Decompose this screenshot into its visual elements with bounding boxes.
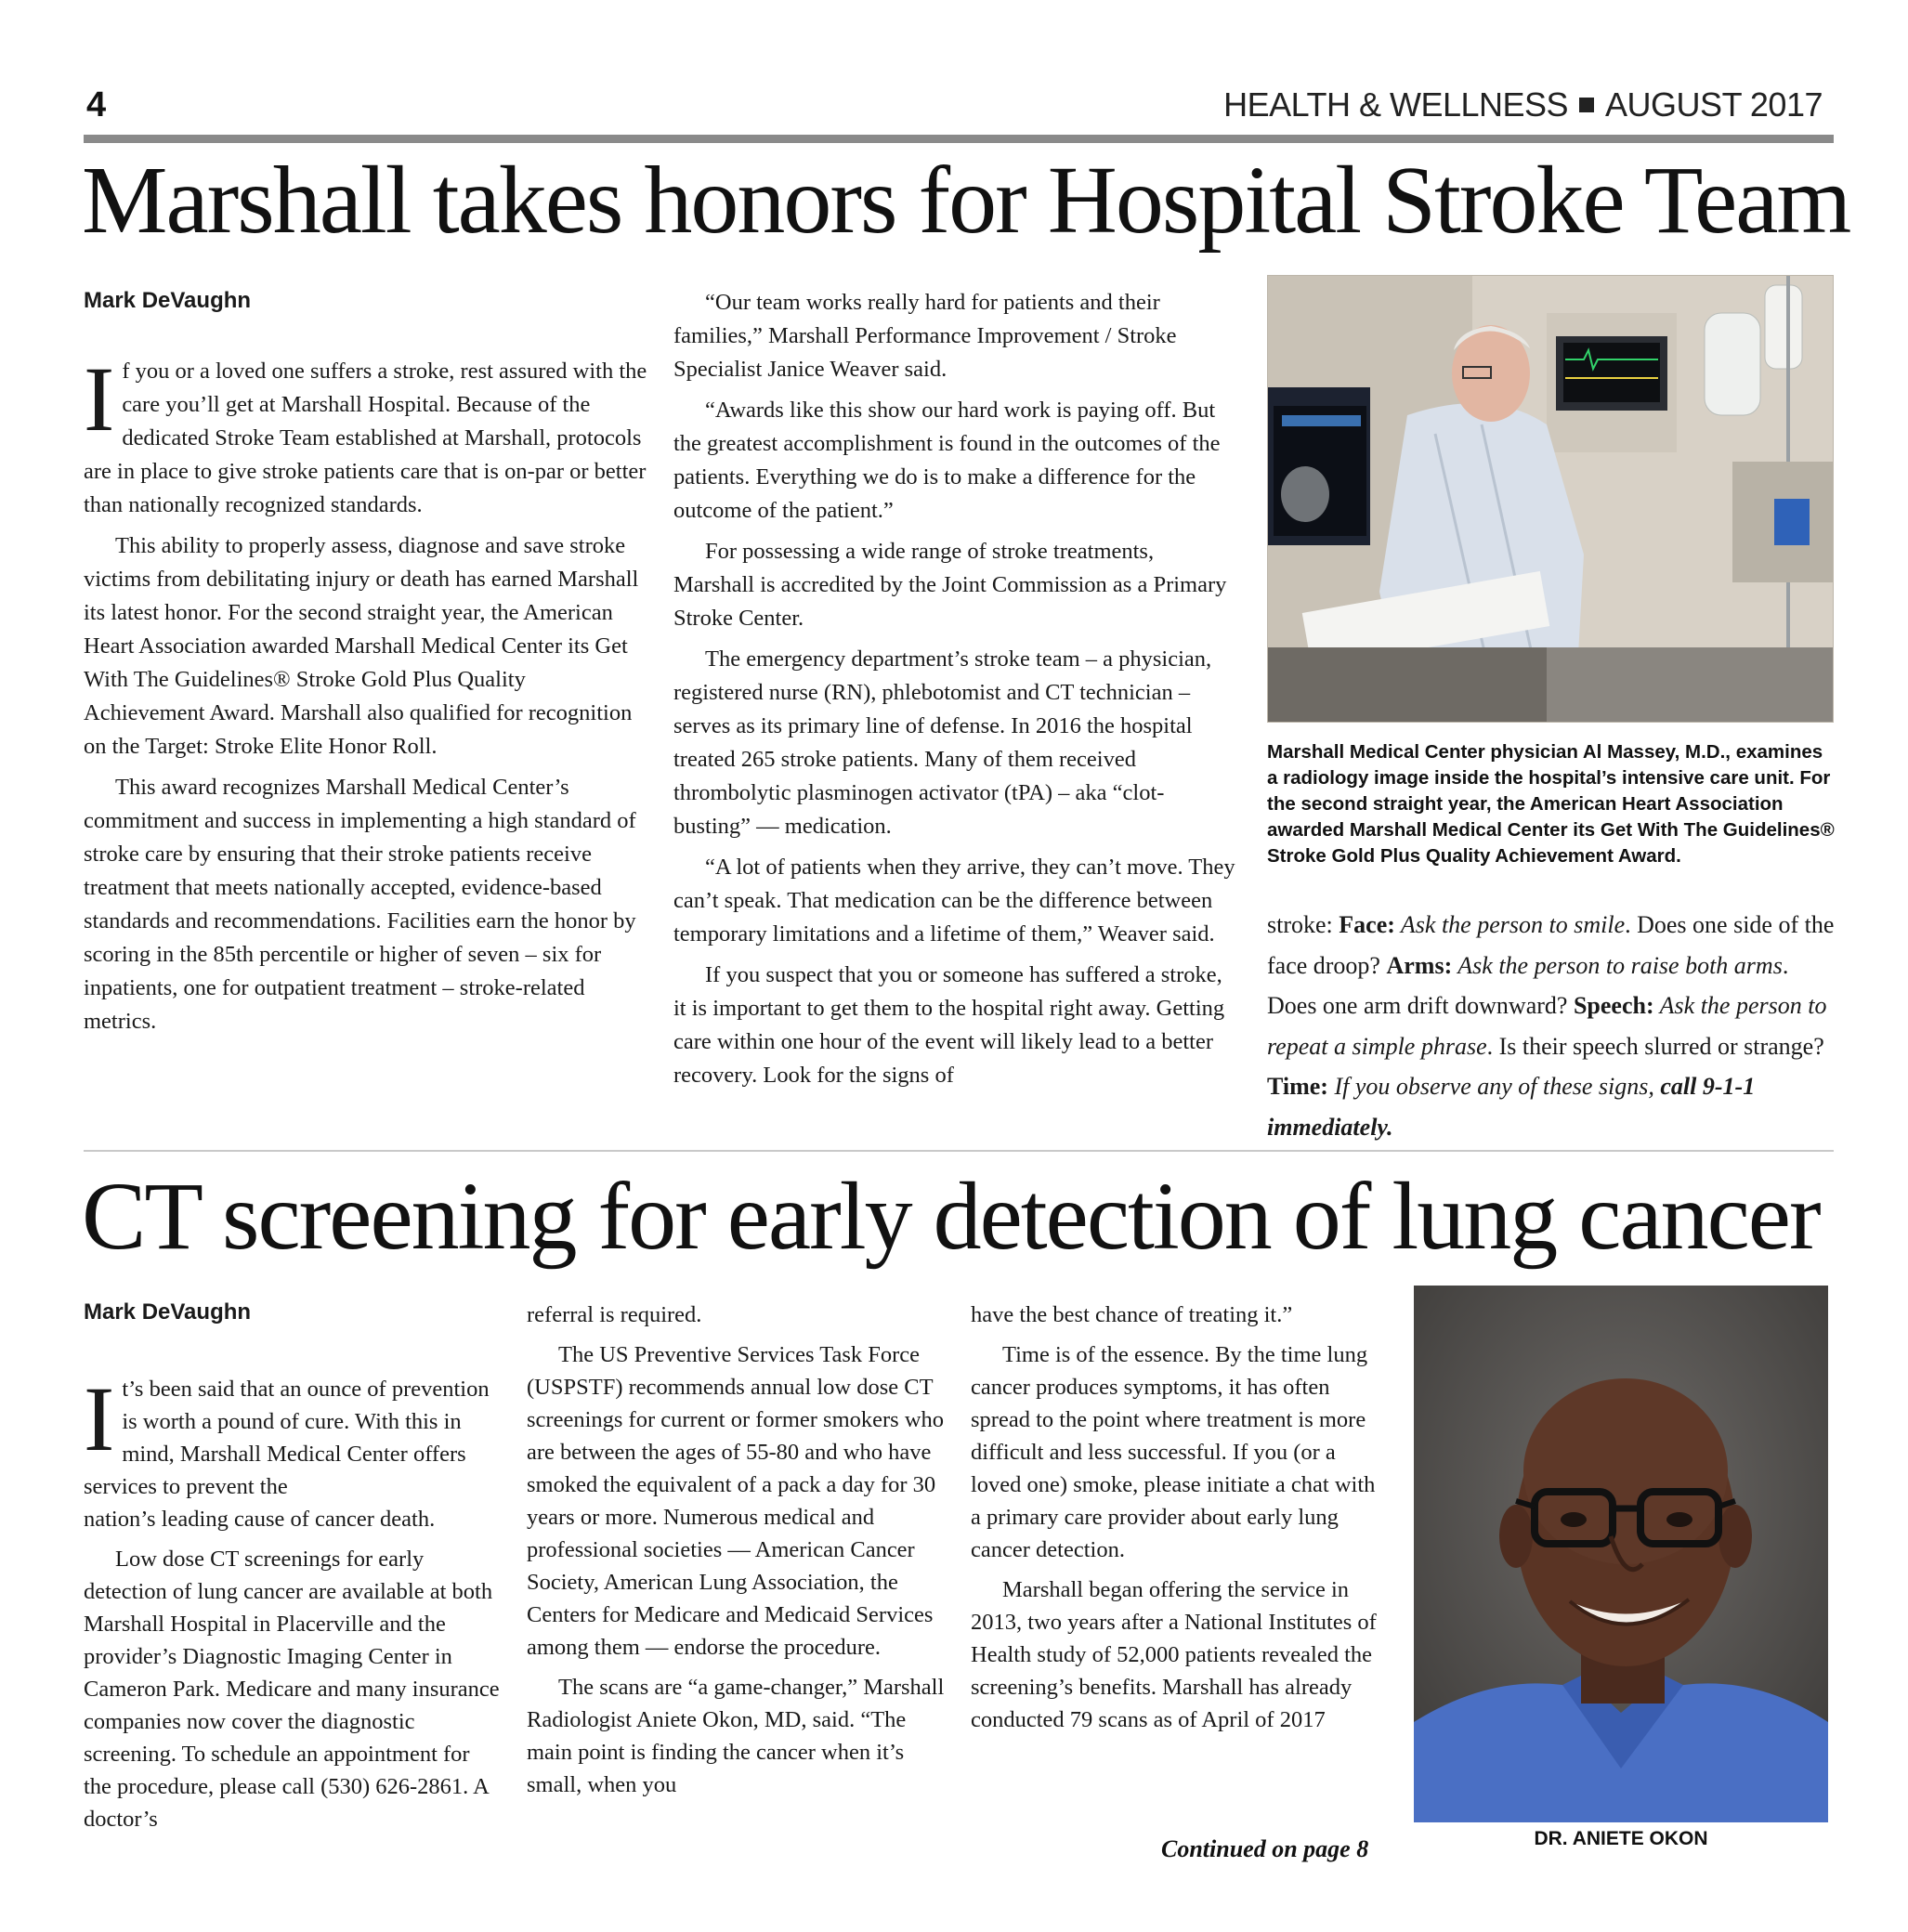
physician-photo: [1267, 275, 1834, 723]
article1-headline: Marshall takes honors for Hospital Stroke Team: [82, 147, 1850, 254]
stroke-signs-text: . Is their speech slurred or strange?: [1486, 1032, 1824, 1060]
arms-text: Ask the person to raise both arms: [1452, 951, 1783, 979]
drop-cap: I: [84, 347, 115, 450]
face-label: Face:: [1339, 911, 1395, 938]
square-separator-icon: [1579, 98, 1594, 112]
article2-headline: CT screening for early detection of lung cancer: [82, 1163, 1820, 1270]
article1-paragraph: “A lot of patients when they arrive, they can’t move. They can’t speak. That medication can be the difference between temporary limitations and a lifetime of them,” Weaver said.: [673, 855, 1235, 946]
page-number: 4: [86, 85, 107, 124]
doctor-portrait-caption: DR. ANIETE OKON: [1534, 1828, 1708, 1849]
drop-cap: I: [84, 1367, 115, 1470]
article1-paragraph: For possessing a wide range of stroke treatments, Marshall is accredited by the Joint Commission as a Primary Stroke Center.: [673, 539, 1227, 631]
article2-byline: Mark DeVaughn: [84, 1299, 252, 1325]
article1-paragraph: “Awards like this show our hard work is paying off. But the greatest accomplishment is found in the outcomes of the patients. Everything we do is to make a difference for the outcome of the patient.”: [673, 398, 1221, 523]
arms-label: Arms:: [1386, 951, 1453, 979]
speech-label: Speech:: [1573, 992, 1654, 1019]
article2-paragraph: Time is of the essence. By the time lung cancer produces symptoms, it has often spread to the point where treatment is more difficult and less successful. If you (or a loved one) smoke, please initiate a chat with a primary care provider about early lung cancer detection.: [971, 1342, 1376, 1562]
article2-paragraph: Marshall began offering the service in 2013, two years after a National Institutes of Health study of 52,000 patients revealed the screening’s benefits. Marshall has already conducted 79 scans as of April of 2017: [971, 1577, 1377, 1732]
article2-paragraph: nation’s leading cause of cancer death.: [84, 1507, 436, 1532]
article1-paragraph: [84, 347, 650, 522]
continued-notice: Continued on page 8: [1161, 1835, 1369, 1862]
article2-paragraph: The scans are “a game-changer,” Marshall Radiologist Aniete Okon, MD, said. “The main point is finding the cancer when it’s small, when you: [527, 1675, 945, 1797]
doctor-portrait-photo: [1414, 1286, 1828, 1822]
physician-photo-illustration: [1268, 276, 1833, 722]
article1-paragraph: This ability to properly assess, diagnose and save stroke victims from debilitating injury or death has earned Marshall its latest honor. For the second straight year, the American Heart Association awarded Marshall Medical Center its Get With The Guidelines® Stroke Gold Plus Quality Achievement Award. Marshall also qualified for recognition on the Target: Stroke Elite Honor Roll.: [84, 533, 639, 759]
article1-column-3: [1267, 905, 1836, 1147]
article2-paragraph: Low dose CT screenings for early detection of lung cancer are available at both Marshall Hospital in Placerville and the provider’s Diagnostic Imaging Center in Cameron Park. Medicare and many insurance companies now cover the diagnostic screening. To schedule an appointment for the procedure, please call (530) 626-2861. A doctor’s: [84, 1547, 500, 1832]
section-name: HEALTH & WELLNESS: [1223, 85, 1569, 124]
article2-paragraph: The US Preventive Services Task Force (USPSTF) recommends annual low dose CT screenings for current or former smokers who are between the ages of 55-80 and who have smoked the equivalent of a pack a day for 30 years or more. Numerous medical and professional societies — American Cancer Society, American Lung Association, the Centers for Medicare and Medicaid Services among them — endorse the procedure.: [527, 1342, 945, 1660]
article1-paragraph: If you suspect that you or someone has suffered a stroke, it is important to get them to the hospital right away. Getting care within one hour of the event will likely lead to a better recovery. Look for the signs of: [673, 962, 1225, 1088]
article2-paragraph: [84, 1367, 502, 1503]
stroke-signs-text: stroke:: [1267, 911, 1340, 938]
section-header: [1223, 85, 1823, 124]
article1-paragraph: “Our team works really hard for patients and their families,” Marshall Performance Improvement / Stroke Specialist Janice Weaver said.: [673, 290, 1177, 382]
article2-column-3: [971, 1299, 1389, 1743]
time-label: Time:: [1267, 1073, 1328, 1100]
paragraph-text: t’s been said that an ounce of prevention is worth a pound of cure. With this in mind, Marshall Medical Center offers services to prevent the: [84, 1377, 490, 1499]
header-rule: [84, 135, 1834, 143]
article1-column-1: [84, 347, 650, 1046]
article1-column-2: [673, 286, 1240, 1100]
paragraph-text: f you or a loved one suffers a stroke, rest assured with the care you’ll get at Marshall Hospital. Because of the dedicated Stroke Team established at Marshall, protocols are in place to give stroke patients care that is on-par or better than nationally recognized standards.: [84, 359, 647, 517]
speech-text: Ask the person to repeat a simple phrase: [1267, 992, 1827, 1060]
article1-paragraph: The emergency department’s stroke team – a physician, registered nurse (RN), phlebotomist and CT technician – serves as its primary line of defense. In 2016 the hospital treated 265 stroke patients. Many of them received thrombolytic plasminogen activator (tPA) – aka “clot-busting” — medication.: [673, 646, 1212, 839]
stroke-signs-text: . Does one arm drift downward?: [1267, 951, 1789, 1019]
issue-date: AUGUST 2017: [1605, 85, 1823, 124]
physician-photo-caption: Marshall Medical Center physician Al Massey, M.D., examines a radiology image inside the hospital’s intensive care unit. For the second straight year, the American Heart Association awarded Marshall Medical Center its Get With The Guidelines® Stroke Gold Plus Quality Achievement Award.: [1267, 741, 1835, 867]
stroke-signs-text: . Does one side of the face droop?: [1267, 911, 1835, 979]
article2-paragraph: referral is required.: [527, 1302, 702, 1327]
time-text: If you observe any of these signs,: [1327, 1073, 1661, 1100]
article2-column-2: [527, 1299, 945, 1808]
article2-paragraph: have the best chance of treating it.”: [971, 1302, 1293, 1327]
article1-byline: Mark DeVaughn: [84, 288, 252, 313]
face-text: Ask the person to smile: [1394, 911, 1626, 938]
doctor-portrait-illustration: [1414, 1286, 1828, 1822]
article-divider: [84, 1150, 1834, 1152]
article2-column-1: [84, 1367, 502, 1843]
call-911-text: call 9-1-1 immediately.: [1267, 1073, 1756, 1141]
article1-paragraph: This award recognizes Marshall Medical Center’s commitment and success in implementing a high standard of stroke care by ensuring that their stroke patients receive treatment that meets nationally accepted, evidence-based standards and recommendations. Facilities earn the honor by scoring in the 85th percentile or higher of seven – six for inpatients, one for outpatient treatment – stroke-related metrics.: [84, 775, 636, 1034]
